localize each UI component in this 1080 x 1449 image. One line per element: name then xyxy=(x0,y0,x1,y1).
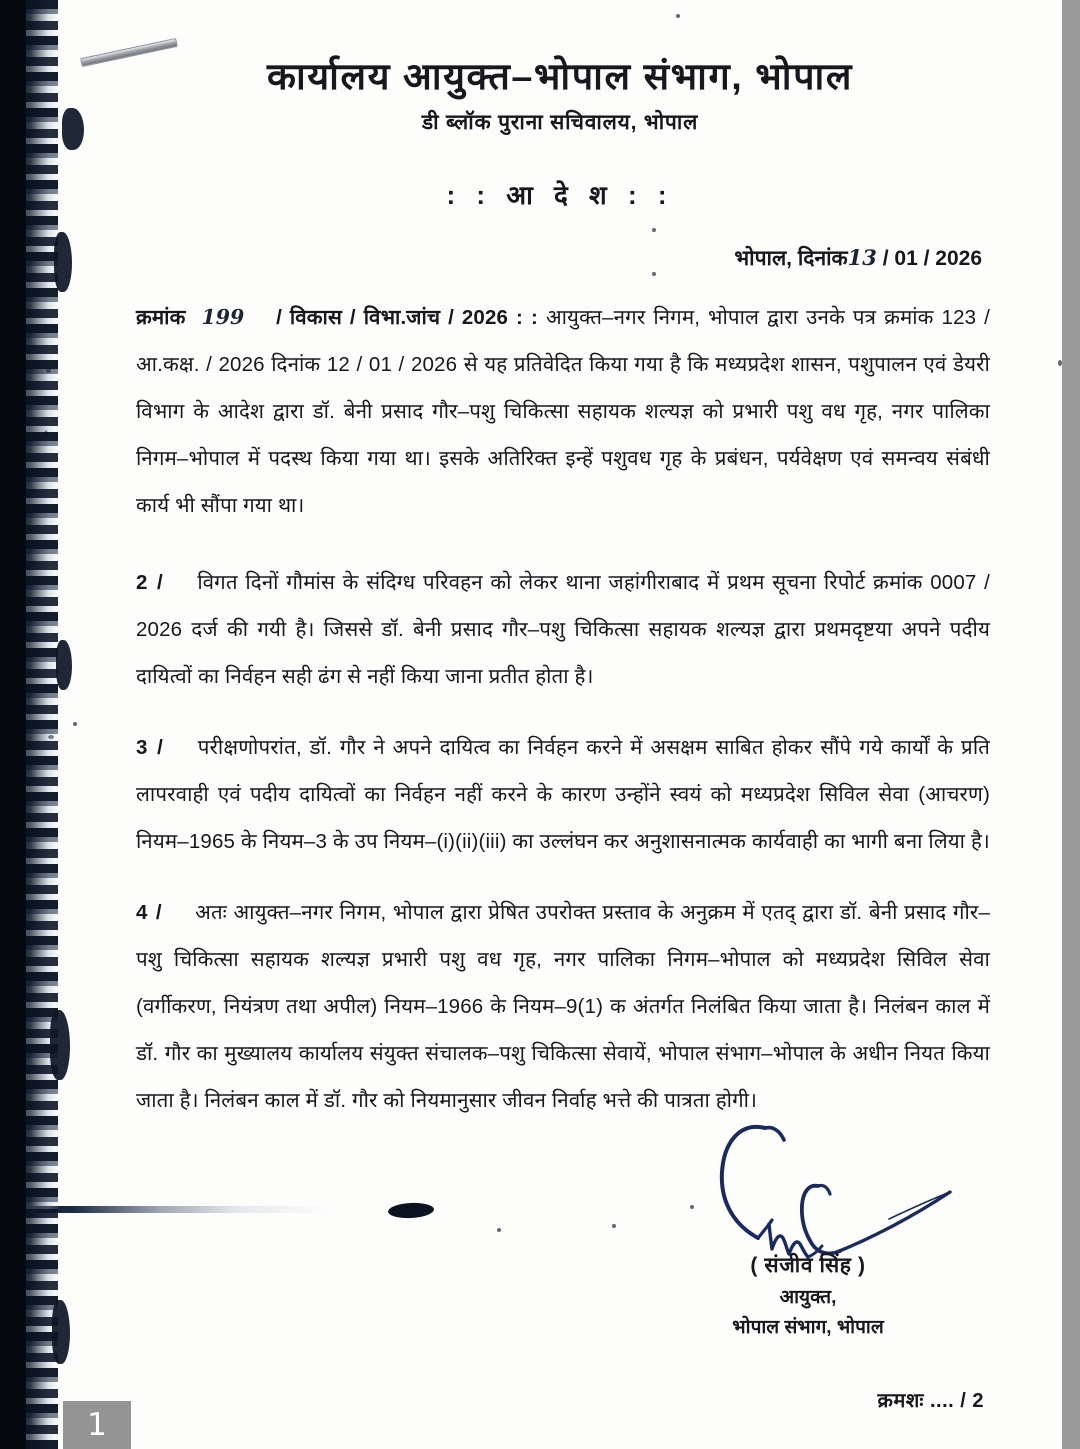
date-rest: / 01 / 2026 xyxy=(882,246,982,270)
kramank-label: क्रमांक xyxy=(136,305,186,329)
date-day-handwritten: 13 xyxy=(847,244,877,270)
office-address: डी ब्लॉक पुराना सचिवालय, भोपाल xyxy=(421,110,699,134)
paragraph-4-number: 4 / xyxy=(136,900,163,924)
signature-block xyxy=(618,1120,998,1339)
date-place-label: भोपाल, दिनांक xyxy=(734,246,848,270)
paragraph-2-text: विगत दिनों गौमांस के संदिग्ध परिवहन को लेकर थाना जहांगीराबाद में प्रथम सूचना रिपोर्ट क्रमांक 0007 / 2026 दर्ज की गयी है। जिससे डॉ. बेनी प्रसाद गौर–पशु चिकित्सा सहायक शल्यज्ञ द्वारा प्रथमदृष्टया अपने पदीय दायित्वों का निर्वहन सही ढंग से नहीं किया जाना प्रतीत होता है। xyxy=(136,570,990,688)
document-body xyxy=(58,294,1062,1124)
signatory-name: ( संजीव सिंह ) xyxy=(750,1254,866,1277)
paragraph-3-text: परीक्षणोपरांत, डॉ. गौर ने अपने दायित्व का निर्वहन करने में असक्षम साबित होकर सौंपे गये कार्यों के प्रति लापरवाही एवं पदीय दायित्वों का निर्वहन नहीं करने के कारण उन्होंने स्वयं को मध्यप्रदेश सिविल सेवा (आचरण) नियम–1965 के नियम–3 के उप नियम–(i)(ii)(iii) का उल्लंघन कर अनुशासनात्मक कार्यवाही का भागी बना लिया है। xyxy=(136,735,990,853)
paragraph-2-number: 2 / xyxy=(136,570,164,594)
paragraph-2 xyxy=(136,559,990,700)
office-title: कार्यालय आयुक्त–भोपाल संभाग, भोपाल xyxy=(267,56,853,97)
scan-speck xyxy=(73,722,77,726)
scan-blob xyxy=(52,1300,70,1364)
date-line xyxy=(58,244,1062,272)
order-heading: : : आ दे श : : xyxy=(446,179,674,210)
scan-speck xyxy=(652,272,656,276)
scan-blob xyxy=(56,640,72,690)
scan-blob xyxy=(54,232,72,292)
signatory-designation: आयुक्त, xyxy=(779,1287,837,1308)
scan-speck xyxy=(676,14,680,18)
page-number-badge: 1 xyxy=(63,1401,131,1449)
kramank-handwritten: 199 xyxy=(201,304,245,329)
document-content xyxy=(58,0,1062,1449)
scan-strip-right xyxy=(1062,0,1080,1449)
paragraph-3-number: 3 / xyxy=(136,735,164,759)
continued-footer: क्रमशः .... / 2 xyxy=(877,1390,984,1412)
paragraph-4 xyxy=(136,889,990,1124)
paragraph-4-text: अतः आयुक्त–नगर निगम, भोपाल द्वारा प्रेषित उपरोक्त प्रस्ताव के अनुक्रम में एतद् द्वारा डॉ. बेनी प्रसाद गौर–पशु चिकित्सा सहायक शल्यज्ञ प्रभारी पशु वध गृह, नगर पालिका निगम–भोपाल को मध्यप्रदेश सिविल सेवा (वर्गीकरण, नियंत्रण तथा अपील) नियम–1966 के नियम–9(1) क अंतर्गत निलंबित किया जाता है। निलंबन काल में डॉ. गौर का मुख्यालय कार्यालय संयुक्त संचालक–पशु चिकित्सा सेवायें, भोपाल संभाग–भोपाल के अधीन नियत किया जाता है। निलंबन काल में डॉ. गौर को नियमानुसार जीवन निर्वाह भत्ते की पात्रता होगी। xyxy=(136,900,990,1112)
scan-speck xyxy=(612,1224,616,1228)
paragraph-1-text: आयुक्त–नगर निगम, भोपाल द्वारा उनके पत्र क्रमांक 123 / आ.कक्ष. / 2026 दिनांक 12 / 01 / 2026 से यह प्रतिवेदित किया गया है कि मध्यप्रदेश शासन, पशुपालन एवं डेयरी विभाग के आदेश द्वारा डॉ. बेनी प्रसाद गौर–पशु चिकित्सा सहायक शल्यज्ञ को प्रभारी पशु वध गृह, नगर पालिका निगम–भोपाल में पदस्थ किया गया था। इसके अतिरिक्त इन्हें पशुवध गृह के प्रबंधन, पर्यवेक्षण एवं समन्वय संबंधी कार्य भी सौंपा गया था। xyxy=(136,305,990,517)
paragraph-3 xyxy=(136,724,990,865)
scan-edge-artifact-left xyxy=(0,0,58,1449)
scan-blob xyxy=(50,1010,70,1080)
scan-blob xyxy=(62,108,84,150)
scan-speck xyxy=(690,1205,694,1209)
kramank-suffix: / विकास / विभा.जांच / 2026 : : xyxy=(276,305,538,329)
signature-icon xyxy=(632,1120,972,1265)
scan-speck xyxy=(652,228,656,232)
scan-speck xyxy=(497,1228,501,1232)
paragraph-1 xyxy=(136,294,990,529)
signatory-office: भोपाल संभाग, भोपाल xyxy=(732,1317,884,1338)
document-header xyxy=(58,0,1062,212)
